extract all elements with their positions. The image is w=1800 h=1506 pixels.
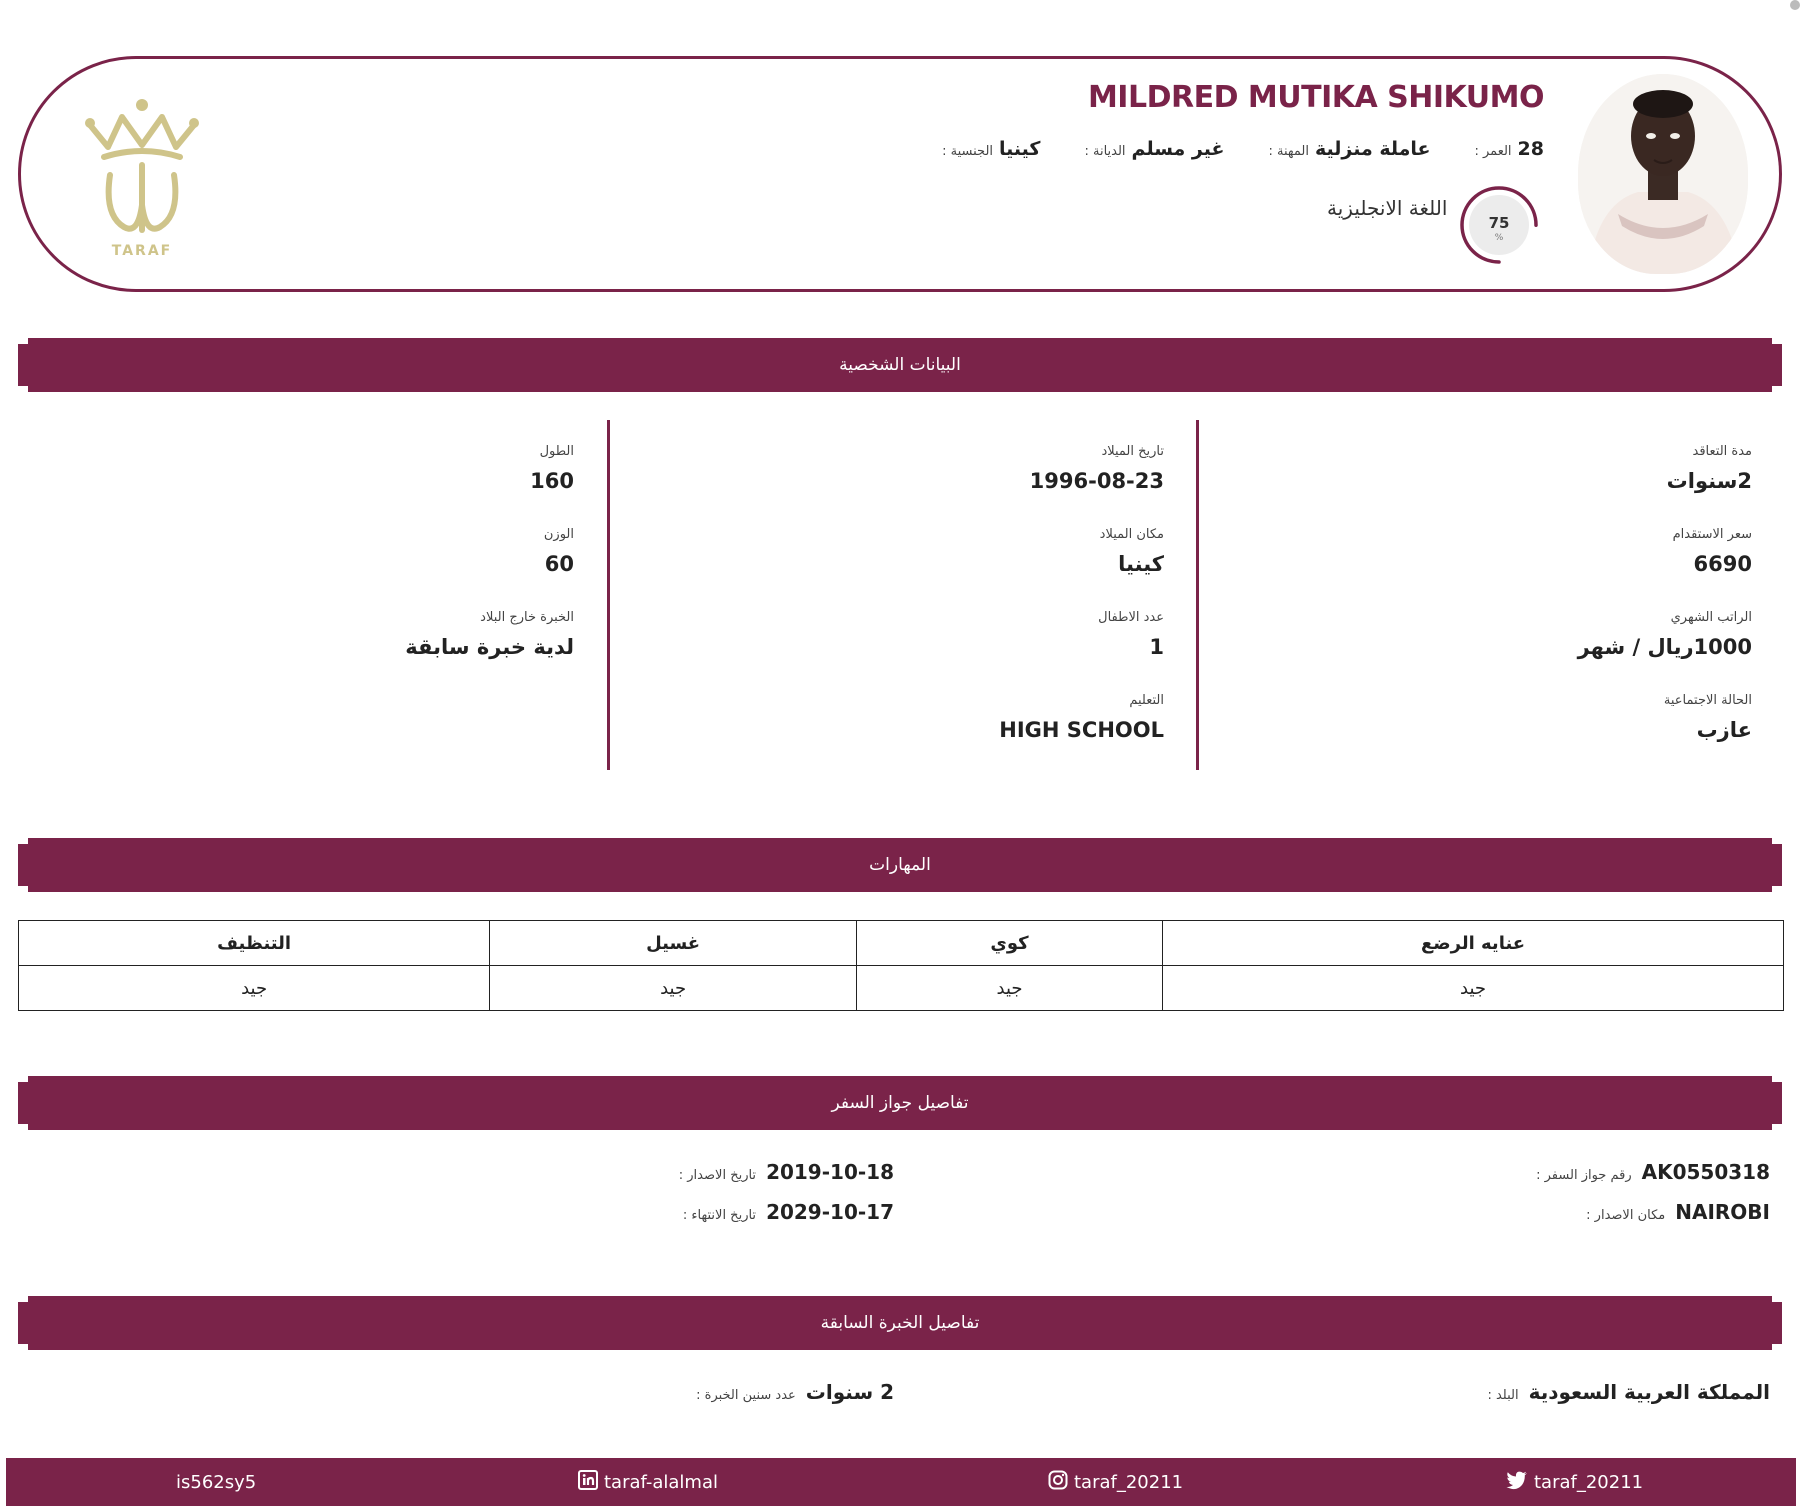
recruit-fee-value: 6690 [1693,552,1752,576]
issue-place-label: مكان الاصدار : [1586,1208,1666,1223]
skill-ironing: كوي [856,921,1162,966]
contract-field [1667,444,1752,493]
passport-number-field [1536,1160,1770,1184]
children-field [1098,610,1164,659]
column-divider [607,420,610,770]
salary-label: الراتب الشهري [1670,610,1752,625]
issue-date-field [679,1160,894,1184]
candidate-photo [1578,74,1748,274]
skill-level: جيد [19,966,490,1011]
profession-field [1268,138,1430,160]
profession-label: المهنة : [1268,144,1309,159]
linkedin-handle: taraf-alalmal [604,1471,718,1493]
language-percent: 75 [1488,214,1510,232]
issue-date-value: 2019-10-18 [766,1160,894,1184]
pob-label: مكان الميلاد [1099,527,1164,542]
dob-label: تاريخ الميلاد [1101,444,1164,459]
twitter-link[interactable] [1506,1458,1643,1506]
weight-field [544,527,574,576]
taraf-logo [80,95,204,261]
language-label: اللغة الانجليزية [1327,196,1448,220]
logo-text: TARAF [111,243,173,259]
education-value: HIGH SCHOOL [999,718,1164,742]
footer-code-text: is562sy5 [176,1471,257,1493]
religion-value: غير مسلم [1131,138,1225,160]
section-header-experience [18,1296,1782,1350]
abroad-experience-field [405,610,574,659]
pob-field [1100,527,1164,576]
section-title-skills: المهارات [869,855,931,875]
footer-code [176,1458,256,1506]
skill-infant-care: عنايه الرضع [1163,921,1784,966]
twitter-icon [1506,1470,1528,1495]
age-field [1475,138,1545,160]
issue-date-label: تاريخ الاصدار : [678,1168,757,1183]
dob-field [1030,444,1164,493]
experience-years-value: 2 سنوات [805,1380,894,1404]
passport-number-label: رقم جواز السفر : [1536,1168,1632,1183]
age-value: 28 [1517,138,1544,160]
recruit-fee-field [1673,527,1752,576]
religion-field [1084,138,1224,160]
children-value: 1 [1149,635,1164,659]
age-label: العمر : [1474,144,1512,159]
profile-info-row [942,138,1544,160]
pob-value: كينيا [1118,552,1164,576]
height-value: 160 [530,469,574,493]
abroad-experience-label: الخبرة خارج البلاد [480,610,574,625]
instagram-icon [1048,1470,1068,1495]
dob-value: 1996-08-23 [1029,469,1164,493]
children-label: عدد الاطفال [1098,610,1164,625]
instagram-link[interactable] [1048,1458,1183,1506]
experience-country-value: المملكة العربية السعودية [1528,1380,1770,1404]
abroad-experience-value: لدية خبرة سابقة [405,635,574,659]
instagram-handle: taraf_20211 [1074,1471,1184,1493]
salary-field [1578,610,1752,659]
footer-bar [6,1458,1796,1506]
linkedin-icon [578,1470,598,1495]
experience-years-field [696,1380,894,1404]
education-field [999,693,1164,742]
language-progress-ring [1458,184,1540,266]
section-header-personal [18,338,1782,392]
candidate-name: MILDRED MUTIKA SHIKUMO [1087,80,1544,115]
salary-value: 1000ريال / شهر [1577,635,1752,659]
education-label: التعليم [1129,693,1164,708]
skills-table [18,920,1784,1011]
section-title-passport: تفاصيل جواز السفر [831,1093,969,1113]
issue-place-field [1586,1200,1770,1224]
experience-country-field [1487,1380,1770,1404]
section-title-personal: البيانات الشخصية [839,355,961,375]
nationality-value: كينيا [999,138,1041,160]
profession-value: عاملة منزلية [1314,138,1431,160]
section-header-passport [18,1076,1782,1130]
contract-label: مدة التعاقد [1692,444,1752,459]
weight-value: 60 [544,552,574,576]
expiry-date-value: 2029-10-17 [766,1200,894,1224]
section-header-skills [18,838,1782,892]
nationality-label: الجنسية : [942,144,994,159]
linkedin-link[interactable] [578,1458,718,1506]
skills-value-row [19,966,1784,1011]
religion-label: الديانة : [1084,144,1126,159]
height-field [530,444,574,493]
expiry-date-field [683,1200,894,1224]
skill-cleaning: التنظيف [19,921,490,966]
experience-country-label: البلد : [1487,1388,1519,1403]
column-divider [1196,420,1199,770]
issue-place-value: NAIROBI [1675,1200,1770,1224]
contract-value: 2سنوات [1666,469,1752,493]
experience-years-label: عدد سنين الخبرة : [696,1388,796,1403]
marital-label: الحالة الاجتماعية [1663,693,1752,708]
marital-value: عازب [1696,718,1752,742]
expiry-date-label: تاريخ الانتهاء : [682,1208,757,1223]
marital-field [1664,693,1752,742]
weight-label: الوزن [543,527,574,542]
skill-level: جيد [1163,966,1784,1011]
nationality-field [942,138,1040,160]
language-percent-sign: % [1494,233,1504,243]
height-label: الطول [539,444,574,459]
section-title-experience: تفاصيل الخبرة السابقة [820,1313,980,1333]
recruit-fee-label: سعر الاستقدام [1672,527,1752,542]
skills-header-row [19,921,1784,966]
twitter-handle: taraf_20211 [1534,1471,1644,1493]
skill-washing: غسيل [490,921,857,966]
passport-number-value: AK0550318 [1641,1160,1770,1184]
skill-level: جيد [856,966,1162,1011]
corner-indicator [1790,0,1800,10]
skill-level: جيد [490,966,857,1011]
